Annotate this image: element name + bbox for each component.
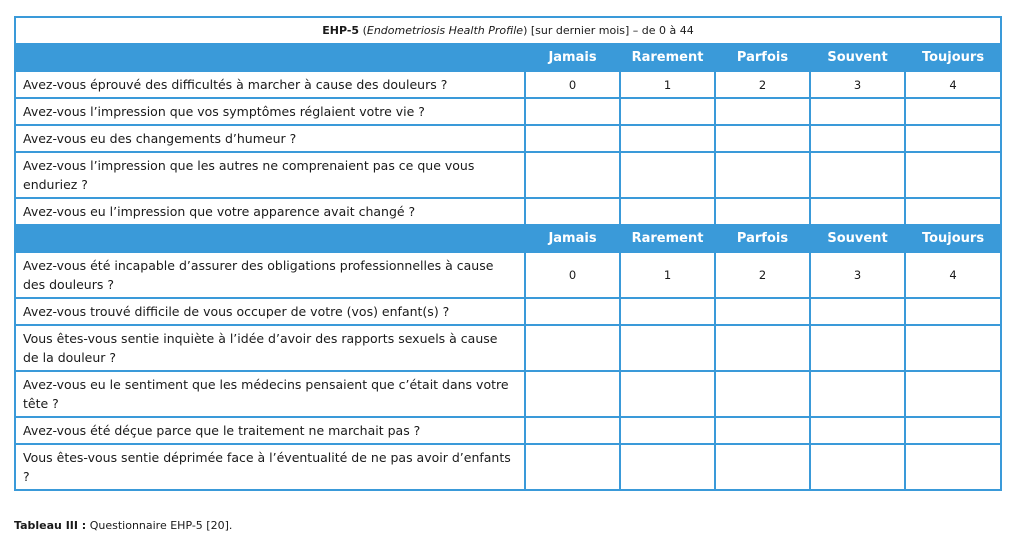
- answer-cell: 0: [525, 252, 620, 298]
- column-header-rarement: Rarement: [620, 225, 715, 252]
- answer-cell: [715, 98, 810, 125]
- column-header-toujours: Toujours: [905, 44, 1001, 71]
- column-header-souvent: Souvent: [810, 44, 905, 71]
- answer-cell: 1: [620, 252, 715, 298]
- column-header-jamais: Jamais: [525, 225, 620, 252]
- answer-cell: [810, 125, 905, 152]
- answer-cell: 3: [810, 71, 905, 98]
- answer-cell: [905, 198, 1001, 225]
- table-row: [15, 98, 1001, 125]
- table-row: [15, 125, 1001, 152]
- header-blank-cell: [15, 44, 525, 71]
- header-blank-cell: [15, 225, 525, 252]
- question-cell: Avez-vous eu l’impression que votre apparence avait changé ?: [15, 198, 525, 225]
- answer-cell: 2: [715, 252, 810, 298]
- table-row: [15, 252, 1001, 298]
- question-cell: Vous êtes-vous sentie déprimée face à l’éventualité de ne pas avoir d’enfants ?: [15, 444, 525, 490]
- answer-cell: [905, 152, 1001, 198]
- answer-cell: [525, 444, 620, 490]
- column-header-parfois: Parfois: [715, 44, 810, 71]
- answer-cell: 4: [905, 252, 1001, 298]
- answer-cell: [905, 298, 1001, 325]
- answer-cell: [810, 417, 905, 444]
- column-header-souvent: Souvent: [810, 225, 905, 252]
- answer-cell: [620, 98, 715, 125]
- answer-cell: 0: [525, 71, 620, 98]
- answer-cell: [525, 371, 620, 417]
- questionnaire-container: [14, 16, 1000, 491]
- answer-cell: [715, 298, 810, 325]
- answer-cell: 3: [810, 252, 905, 298]
- answer-cell: 1: [620, 71, 715, 98]
- table-row: [15, 371, 1001, 417]
- answer-cell: [810, 98, 905, 125]
- column-header-row-2: [15, 225, 1001, 252]
- answer-cell: [525, 325, 620, 371]
- question-cell: Avez-vous eu des changements d’humeur ?: [15, 125, 525, 152]
- question-cell: Avez-vous éprouvé des difficultés à marcher à cause des douleurs ?: [15, 71, 525, 98]
- answer-cell: [715, 417, 810, 444]
- title-rest: ) [sur dernier mois] – de 0 à 44: [523, 24, 694, 37]
- table-row: [15, 152, 1001, 198]
- answer-cell: [905, 125, 1001, 152]
- table-row: [15, 71, 1001, 98]
- title-open-paren: (: [359, 24, 367, 37]
- answer-cell: [810, 371, 905, 417]
- answer-cell: [715, 152, 810, 198]
- table-caption: [14, 519, 232, 532]
- question-cell: Avez-vous eu le sentiment que les médecins pensaient que c’était dans votre tête ?: [15, 371, 525, 417]
- question-cell: Avez-vous été incapable d’assurer des obligations professionnelles à cause des douleurs ?: [15, 252, 525, 298]
- answer-cell: [810, 198, 905, 225]
- table-row: [15, 417, 1001, 444]
- answer-cell: [715, 198, 810, 225]
- answer-cell: 4: [905, 71, 1001, 98]
- answer-cell: [620, 371, 715, 417]
- question-cell: Avez-vous l’impression que les autres ne comprenaient pas ce que vous enduriez ?: [15, 152, 525, 198]
- section-1-body: [15, 71, 1001, 225]
- answer-cell: [525, 152, 620, 198]
- answer-cell: [715, 444, 810, 490]
- answer-cell: [715, 325, 810, 371]
- answer-cell: [525, 417, 620, 444]
- answer-cell: [620, 152, 715, 198]
- answer-cell: [715, 125, 810, 152]
- column-header-jamais: Jamais: [525, 44, 620, 71]
- caption-text: Questionnaire EHP-5 [20].: [86, 519, 233, 532]
- table-row: [15, 444, 1001, 490]
- answer-cell: [525, 298, 620, 325]
- section-2-body: [15, 252, 1001, 490]
- column-header-row-1: [15, 44, 1001, 71]
- column-header-toujours: Toujours: [905, 225, 1001, 252]
- answer-cell: [620, 125, 715, 152]
- answer-cell: [905, 98, 1001, 125]
- question-cell: Vous êtes-vous sentie inquiète à l’idée d’avoir des rapports sexuels à cause de la douleur ?: [15, 325, 525, 371]
- table-row: [15, 298, 1001, 325]
- answer-cell: [620, 444, 715, 490]
- answer-cell: [620, 417, 715, 444]
- answer-cell: [525, 98, 620, 125]
- title-bold: EHP-5: [322, 24, 360, 37]
- question-cell: Avez-vous trouvé difficile de vous occuper de votre (vos) enfant(s) ?: [15, 298, 525, 325]
- table-title: [15, 17, 1001, 44]
- table-title-row: [15, 17, 1001, 44]
- answer-cell: [715, 371, 810, 417]
- answer-cell: [620, 198, 715, 225]
- answer-cell: [905, 325, 1001, 371]
- table-row: [15, 325, 1001, 371]
- column-header-rarement: Rarement: [620, 44, 715, 71]
- answer-cell: [810, 325, 905, 371]
- answer-cell: [905, 444, 1001, 490]
- answer-cell: [905, 417, 1001, 444]
- answer-cell: 2: [715, 71, 810, 98]
- answer-cell: [810, 444, 905, 490]
- answer-cell: [525, 198, 620, 225]
- answer-cell: [905, 371, 1001, 417]
- question-cell: Avez-vous été déçue parce que le traitement ne marchait pas ?: [15, 417, 525, 444]
- title-italic: Endometriosis Health Profile: [366, 24, 524, 37]
- column-header-parfois: Parfois: [715, 225, 810, 252]
- question-cell: Avez-vous l’impression que vos symptômes réglaient votre vie ?: [15, 98, 525, 125]
- caption-label: Tableau III :: [14, 519, 87, 532]
- answer-cell: [810, 298, 905, 325]
- answer-cell: [525, 125, 620, 152]
- answer-cell: [620, 298, 715, 325]
- table-row: [15, 198, 1001, 225]
- ehp5-table: [14, 16, 1002, 491]
- answer-cell: [810, 152, 905, 198]
- answer-cell: [620, 325, 715, 371]
